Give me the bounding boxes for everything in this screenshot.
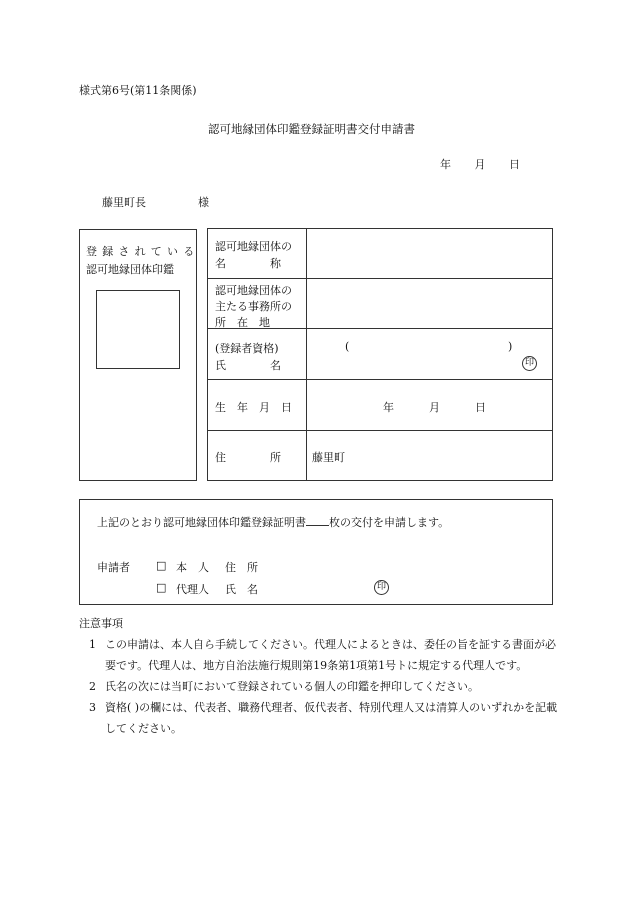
label-office-address-line2: 主たる事務所の xyxy=(215,300,292,313)
field-address[interactable]: 藤里町 xyxy=(312,451,345,464)
label-office-address-line3: 所 在 地 xyxy=(215,316,270,329)
field-group-name[interactable] xyxy=(307,229,552,278)
agent-seal-icon: 印 xyxy=(374,580,389,595)
date-line xyxy=(440,156,520,172)
dob-year: 年 xyxy=(383,401,394,414)
date-day: 日 xyxy=(509,158,520,171)
application-box xyxy=(79,499,553,605)
applicant-info-table xyxy=(207,228,553,481)
dob-day: 日 xyxy=(475,401,486,414)
label-group-name-line2: 名 称 xyxy=(215,257,281,270)
copies-count-field[interactable] xyxy=(306,516,329,526)
label-registrant-name: 氏 名 xyxy=(215,359,281,372)
note-item: 1 この申請は、本人自ら手続してください。代理人によるときは、委任の旨を証する書面が必要です。代理人は、地方自治法施行規則第19条第1項第1号トに規定する代理人です。 xyxy=(89,638,556,672)
seal-box-caption-line2: 認可地縁団体印鑑 xyxy=(86,263,174,276)
form-number: 様式第6号(第11条関係) xyxy=(79,84,197,97)
field-date-of-birth[interactable] xyxy=(383,399,486,415)
option-agent-field-label: 氏 名 xyxy=(225,583,258,596)
seal-box-caption-line1: 登録されている xyxy=(86,245,200,258)
option-agent-checkbox[interactable]: □ xyxy=(156,581,167,594)
qualification-close-paren: ) xyxy=(508,340,513,353)
registered-seal-box xyxy=(79,229,200,481)
note-item: 3 資格( )の欄には、代表者、職務代理者、仮代表者、特別代理人又は清算人のいずれかを記載してください。 xyxy=(89,701,558,735)
option-self-checkbox[interactable]: □ xyxy=(156,559,167,572)
form-title: 認可地縁団体印鑑登録証明書交付申請書 xyxy=(208,122,415,136)
label-address: 住 所 xyxy=(215,451,281,464)
date-month: 月 xyxy=(474,158,486,171)
note-item: 2 氏名の次には当町において登録されている個人の印鑑を押印してください。 xyxy=(89,680,479,693)
addressee-honorific: 様 xyxy=(198,196,209,209)
label-group-name-line1: 認可地縁団体の xyxy=(215,240,292,253)
date-year: 年 xyxy=(440,158,451,171)
application-statement: 上記のとおり認可地縁団体印鑑登録証明書 枚の交付を申請します。 xyxy=(97,516,450,529)
field-registrant-name[interactable] xyxy=(307,329,552,379)
registrant-seal-icon: 印 xyxy=(522,356,537,371)
label-office-address-line1: 認可地縁団体の xyxy=(215,284,292,297)
label-registrant-qualification: (登録者資格) xyxy=(215,342,279,355)
label-date-of-birth: 生 年 月 日 xyxy=(215,401,292,414)
applicant-label: 申請者 xyxy=(97,561,130,574)
option-agent-label: 代理人 xyxy=(176,583,209,596)
option-self-field-label: 住 所 xyxy=(225,561,258,574)
notes-section xyxy=(79,613,564,739)
option-self-label: 本 人 xyxy=(176,561,209,574)
dob-month: 月 xyxy=(429,401,440,414)
field-office-address[interactable] xyxy=(307,279,552,328)
notes-heading: 注意事項 xyxy=(79,617,123,630)
addressee-name: 藤里町長 xyxy=(102,196,146,209)
qualification-open-paren: ( xyxy=(345,340,350,353)
seal-impression-area xyxy=(96,290,180,369)
